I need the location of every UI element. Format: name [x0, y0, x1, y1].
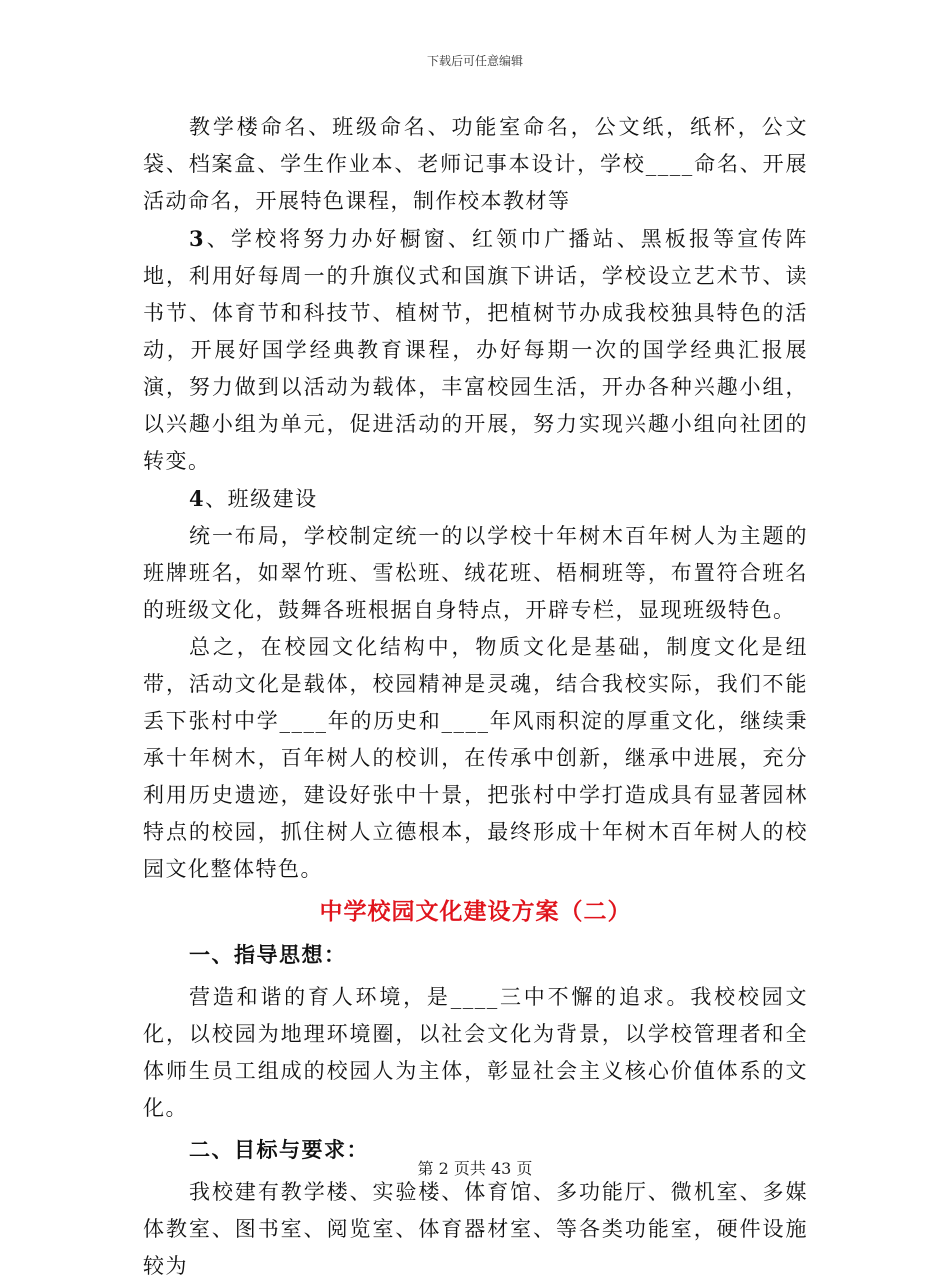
paragraph-item-4	[143, 480, 808, 518]
paragraph-summary: 总之，在校园文化结构中，物质文化是基础，制度文化是纽带，活动文化是载体，校园精神是灵魂，结合我校实际，我们不能丢下张村中学____年的历史和____年风雨积淀的厚重文化，继续秉承十年树木，百年树人的校训，在传承中创新，继承中进展，充分利用历史遗迹，建设好张中十景，把张村中学打造成具有显著园林特点的校园，抓住树人立德根本，最终形成十年树木百年树人的校园文化整体特色。	[143, 635, 808, 881]
item-number: 4	[189, 486, 206, 511]
page-footer: 第 2 页共 43 页	[417, 1159, 533, 1178]
paragraph-continued: 教学楼命名、班级命名、功能室命名，公文纸，纸杯，公文袋、档案盒、学生作业本、老师记事本设计，学校____命名、开展活动命名，开展特色课程，制作校本教材等	[143, 115, 808, 213]
paragraph-class-building: 统一布局，学校制定统一的以学校十年树木百年树人为主题的班牌班名，如翠竹班、雪松班、绒花班、梧桐班等，布置符合班名的班级文化，鼓舞各班根据自身特点，开辟专栏，显现班级特色。	[143, 524, 808, 622]
heading-goals: 二、目标与要求：	[189, 1137, 369, 1162]
page-header: 下载后可任意编辑	[426, 54, 523, 68]
document-body	[143, 109, 808, 1285]
paragraph-item-3	[143, 220, 808, 480]
item-number: 3	[189, 226, 206, 251]
paragraph-guiding-thought: 营造和谐的育人环境，是____三中不懈的追求。我校校园文化，以校园为地理环境圈，以社会文化为背景，以学校管理者和全体师生员工组成的校园人为主体，彰显社会主义核心价值体系的文化。	[143, 985, 808, 1120]
section-title: 中学校园文化建设方案（二）	[319, 899, 632, 925]
heading-guiding-thought: 一、指导思想：	[189, 942, 347, 967]
paragraph-goals: 我校建有教学楼、实验楼、体育馆、多功能厅、微机室、多媒体教室、图书室、阅览室、体育器材室、等各类功能室，硬件设施较为	[143, 1180, 808, 1278]
paragraph-text: 、学校将努力办好橱窗、红领巾广播站、黑板报等宣传阵地，利用好每周一的升旗仪式和国旗下讲话，学校设立艺术节、读书节、体育节和科技节、植树节，把植树节办成我校独具特色的活动，开展好国学经典教育课程，办好每期一次的国学经典汇报展演，努力做到以活动为载体，丰富校园生活，开办各种兴趣小组，以兴趣小组为单元，促进活动的开展，努力实现兴趣小组向社团的转变。	[143, 227, 808, 473]
paragraph-text: 、班级建设	[205, 487, 318, 511]
